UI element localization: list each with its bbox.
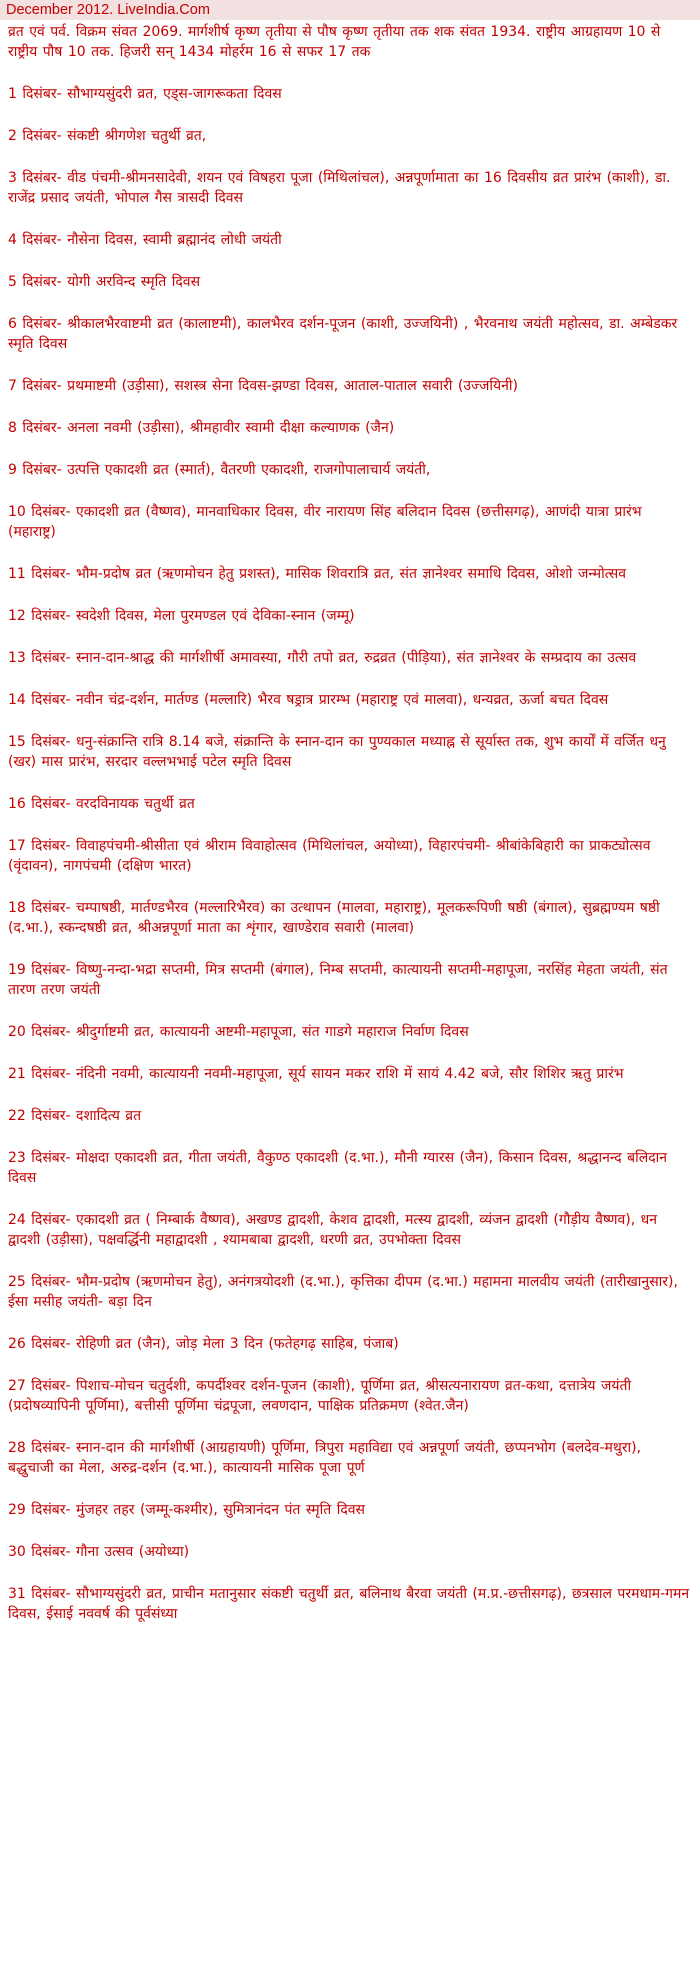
list-item: 3 दिसंबर- वीड पंचमी-श्रीमनसादेवी, शयन एवं विषहरा पूजा (मिथिलांचल), अन्नपूर्णामाता का 16 दिवसीय व्रत प्रारंभ (काशी), डा. राजेंद्र प्रसाद जयंती, भोपाल गैस त्रासदी दिवस (8, 170, 671, 206)
list-item: 19 दिसंबर- विष्णु-नन्दा-भद्रा सप्तमी, मित्र सप्तमी (बंगाल), निम्ब सप्तमी, कात्यायनी सप्तमी-महापूजा, नरसिंह मेहता जयंती, संत तारण तरण जयंती (8, 962, 668, 998)
list-item: 6 दिसंबर- श्रीकालभैरवाष्टमी व्रत (कालाष्टमी), कालभैरव दर्शन-पूजन (काशी, उज्जयिनी) , भैरवनाथ जयंती महोत्सव, डा. अम्बेडकर स्मृति दिवस (8, 316, 678, 352)
list-item: 18 दिसंबर- चम्पाषष्ठी, मार्तण्डभैरव (मल्लारिभैरव) का उत्थापन (मालवा, महाराष्ट्र), मूलकरूपिणी षष्ठी (बंगाल), सुब्रह्मण्यम षष्ठी (द.भा.), स्कन्दषष्ठी व्रत, श्रीअन्नपूर्णा माता का शृंगार, खाण्डेराव सवारी (मालवा) (8, 900, 660, 936)
list-item: 26 दिसंबर- रोहिणी व्रत (जैन), जोड़ मेला 3 दिन (फतेहगढ़ साहिब, पंजाब) (8, 1336, 399, 1352)
list-item: 23 दिसंबर- मोक्षदा एकादशी व्रत, गीता जयंती, वैकुण्ठ एकादशी (द.भा.), मौनी ग्यारस (जैन), किसान दिवस, श्रद्धानन्द बलिदान दिवस (8, 1150, 668, 1186)
list-item: 14 दिसंबर- नवीन चंद्र-दर्शन, मार्तण्ड (मल्लारि) भैरव षड्रात्र प्रारम्भ (महाराष्ट्र एवं मालवा), धन्यव्रत, ऊर्जा बचत दिवस (8, 692, 609, 708)
list-item: 1 दिसंबर- सौभाग्यसुंदरी व्रत, एड्स-जागरूकता दिवस (8, 86, 282, 102)
list-item: 28 दिसंबर- स्नान-दान की मार्गशीर्षी (आग्रहायणी) पूर्णिमा, त्रिपुरा महाविद्या एवं अन्नपूर्णा जयंती, छप्पनभोग (बलदेव-मथुरा), बद्धुचाजी का मेला, अरुद्र-दर्शन (द.भा.), कात्यायनी मासिक पूजा पूर्ण (8, 1440, 642, 1476)
list-item: 13 दिसंबर- स्नान-दान-श्राद्ध की मार्गशीर्षी अमावस्या, गौरी तपो व्रत, रुद्रव्रत (पीड़िया), संत ज्ञानेश्वर के सम्प्रदाय का उत्सव (8, 650, 637, 666)
list-item: 25 दिसंबर- भौम-प्रदोष (ऋणमोचन हेतु), अनंगत्रयोदशी (द.भा.), कृत्तिका दीपम (द.भा.) महामना मालवीय जयंती (तारीखानुसार), ईसा मसीह जयंती- बड़ा दिन (8, 1274, 678, 1310)
list-item: 10 दिसंबर- एकादशी व्रत (वैष्णव), मानवाधिकार दिवस, वीर नारायण सिंह बलिदान दिवस (छत्तीसगढ़), आणंदी यात्रा प्रारंभ (महाराष्ट्र) (8, 504, 642, 540)
list-item: 24 दिसंबर- एकादशी व्रत ( निम्बार्क वैष्णव), अखण्ड द्वादशी, केशव द्वादशी, मत्स्य द्वादशी, व्यंजन द्वादशी (गौड़ीय वैष्णव), धन द्वादशी (उड़ीसा), पक्षवर्द्धिनी महाद्वादशी , श्यामबाबा द्वादशी, धरणी व्रत, उपभोक्ता दिवस (8, 1212, 658, 1248)
list-item: 9 दिसंबर- उत्पत्ति एकादशी व्रत (स्मार्त), वैतरणी एकादशी, राजगोपालाचार्य जयंती, (8, 462, 431, 478)
list-item: 12 दिसंबर- स्वदेशी दिवस, मेला पुरमण्डल एवं देविका-स्नान (जम्मू) (8, 608, 355, 624)
list-item: 31 दिसंबर- सौभाग्यसुंदरी व्रत, प्राचीन मतानुसार संकष्टी चतुर्थी व्रत, बलिनाथ बैरवा जयंती (म.प्र.-छत्तीसगढ़), छत्रसाल परमधाम-गमन दिवस, ईसाई नववर्ष की पूर्वसंध्या (8, 1586, 690, 1622)
list-item: 4 दिसंबर- नौसेना दिवस, स्वामी ब्रह्मानंद लोधी जयंती (8, 232, 282, 248)
list-item: 30 दिसंबर- गौना उत्सव (अयोध्या) (8, 1544, 190, 1560)
list-item: 16 दिसंबर- वरदविनायक चतुर्थी व्रत (8, 796, 195, 812)
list-item: 5 दिसंबर- योगी अरविन्द स्मृति दिवस (8, 274, 201, 290)
list-item: 20 दिसंबर- श्रीदुर्गाष्टमी व्रत, कात्यायनी अष्टमी-महापूजा, संत गाडगे महाराज निर्वाण दिवस (8, 1024, 469, 1040)
list-item: 8 दिसंबर- अनला नवमी (उड़ीसा), श्रीमहावीर स्वामी दीक्षा कल्याणक (जैन) (8, 420, 395, 436)
list-item: 11 दिसंबर- भौम-प्रदोष व्रत (ऋणमोचन हेतु प्रशस्त), मासिक शिवरात्रि व्रत, संत ज्ञानेश्वर समाधि दिवस, ओशो जन्मोत्सव (8, 566, 627, 582)
list-item: 15 दिसंबर- धनु-संक्रान्ति रात्रि 8.14 बजे, संक्रान्ति के स्नान-दान का पुण्यकाल मध्याह्न से सूर्यास्त तक, शुभ कार्यों में वर्जित धनु (खर) मास प्रारंभ, सरदार वल्लभभाई पटेल स्मृति दिवस (8, 734, 666, 770)
page-header: December 2012. LiveIndia.Com (0, 0, 700, 20)
intro-text: व्रत एवं पर्व. विक्रम संवत 2069. मार्गशीर्ष कृष्ण तृतीया से पौष कृष्ण तृतीया तक शक संवत 1934. राष्ट्रीय आग्रहायण 10 से राष्ट्रीय पौष 10 तक. हिजरी सन् 1434 मोहर्रम 16 से सफर 17 तक (8, 24, 661, 60)
list-item: 2 दिसंबर- संकष्टी श्रीगणेश चतुर्थी व्रत, (8, 128, 207, 144)
list-item: 29 दिसंबर- मुंजहर तहर (जम्मू-कश्मीर), सुमित्रानंदन पंत स्मृति दिवस (8, 1502, 366, 1518)
list-item: 22 दिसंबर- दशादित्य व्रत (8, 1108, 142, 1124)
list-item: 27 दिसंबर- पिशाच-मोचन चतुर्दशी, कपर्दीश्वर दर्शन-पूजन (काशी), पूर्णिमा व्रत, श्रीसत्यनारायण व्रत-कथा, दत्तात्रेय जयंती (प्रदोषव्यापिनी पूर्णिमा), बत्तीसी पूर्णिमा चंद्रपूजा, लवणदान, पाक्षिक प्रतिक्रमण (श्वेत.जैन) (8, 1378, 632, 1414)
list-item: 7 दिसंबर- प्रथमाष्टमी (उड़ीसा), सशस्त्र सेना दिवस-झण्डा दिवस, आताल-पाताल सवारी (उज्जयिनी) (8, 378, 519, 394)
list-item: 21 दिसंबर- नंदिनी नवमी, कात्यायनी नवमी-महापूजा, सूर्य सायन मकर राशि में सायं 4.42 बजे, सौर शिशिर ऋतु प्रारंभ (8, 1066, 624, 1082)
entries-list (8, 84, 692, 1624)
list-item: 17 दिसंबर- विवाहपंचमी-श्रीसीता एवं श्रीराम विवाहोत्सव (मिथिलांचल, अयोध्या), विहारपंचमी- श्रीबांकेबिहारी का प्राकट्योत्सव (वृंदावन), नागपंचमी (दक्षिण भारत) (8, 838, 651, 874)
